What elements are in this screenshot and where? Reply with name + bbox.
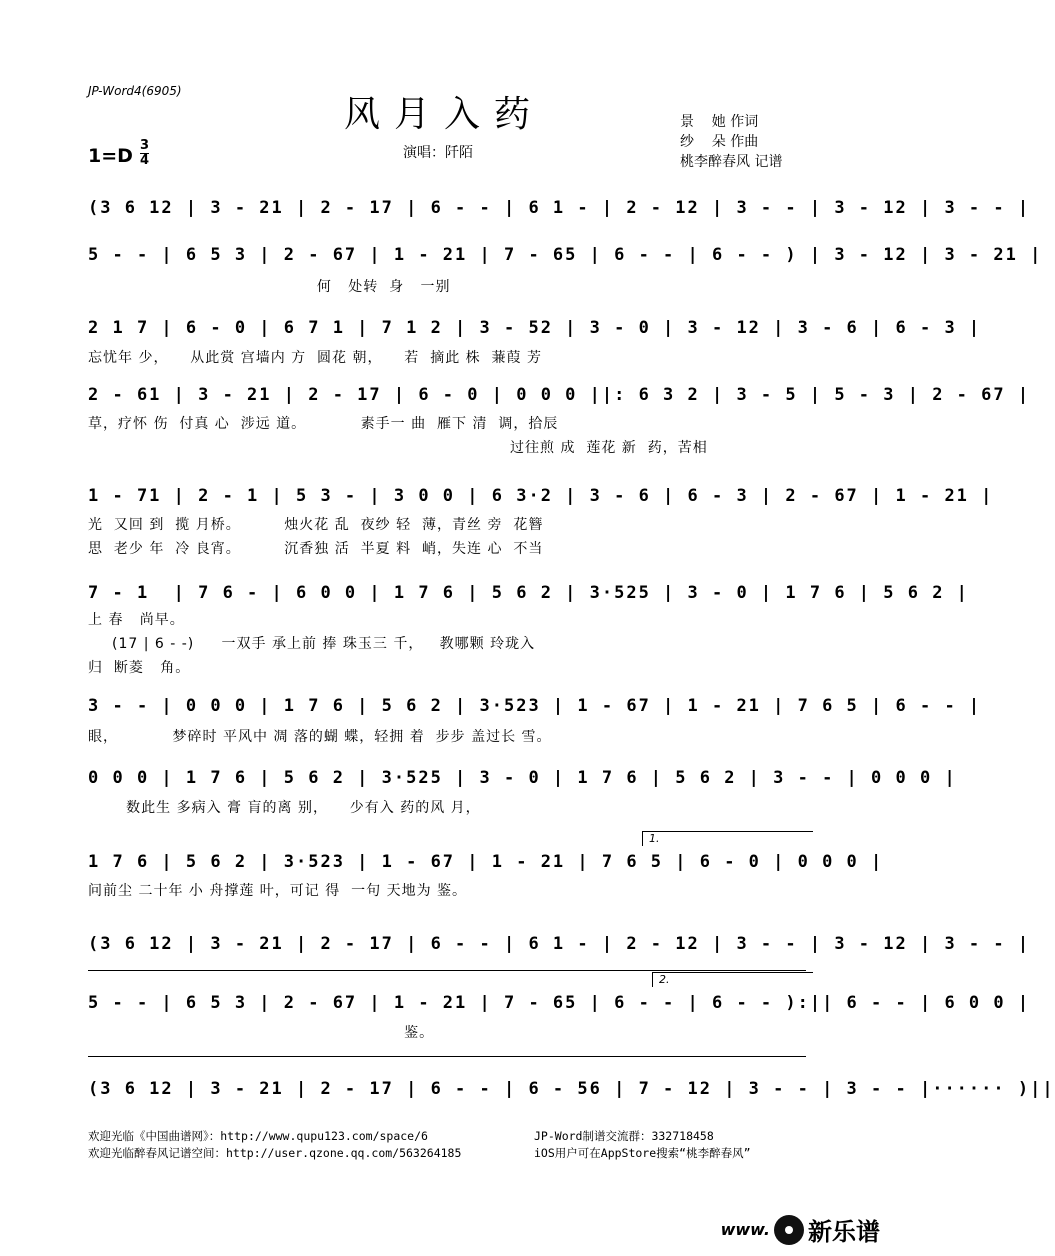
composer: 纱 朵 作曲: [680, 134, 759, 150]
score-row: 0 0 0 | 1 7 6 | 5 6 2 | 3·525 | 3 - 0 | 1 7 6 | 5 6 2 | 3 - - | 0 0 0 |: [88, 768, 957, 788]
lyric-line: 归 断菱 角。: [88, 660, 191, 676]
footer-link-line[interactable]: 欢迎光临醉春风记谱空间：http://user.qzone.qq.com/563264185: [88, 1146, 462, 1160]
score-row: 2 1 7 | 6 - 0 | 6 7 1 | 7 1 2 | 3 - 52 | 3 - 0 | 3 - 12 | 3 - 6 | 6 - 3 |: [88, 318, 982, 338]
lyric-line: 思 老少 年 冷 良宵。 沉香独 活 半夏 料 峭，失连 心 不当: [88, 541, 544, 557]
lyricist: 景 她 作词: [680, 114, 759, 130]
logo-brand: 新乐谱: [808, 1218, 880, 1246]
credits: [680, 112, 782, 172]
lyric-line: 上 春 尚早。: [88, 612, 185, 628]
score-row: (3 6 12 | 3 - 21 | 2 - 17 | 6 - - | 6 1 - | 2 - 12 | 3 - - | 3 - 12 | 3 - - |: [88, 198, 1031, 218]
lyric-line: 忘忧年 少， 从此赏 宫墙内 方 圆花 朝， 若 摘此 株 蒹葭 芳: [88, 350, 543, 366]
music-disc-icon: [774, 1215, 804, 1245]
footer-ios-line: iOS用户可在AppStore搜索“桃李醉春风”: [534, 1146, 751, 1160]
score-row: 7 - 1 | 7 6 - | 6 0 0 | 1 7 6 | 5 6 2 | 3·525 | 3 - 0 | 1 7 6 | 5 6 2 |: [88, 583, 969, 603]
song-title: 风月入药: [343, 94, 544, 135]
score-row: 1 7 6 | 5 6 2 | 3·523 | 1 - 67 | 1 - 21 | 7 6 5 | 6 - 0 | 0 0 0 |: [88, 852, 884, 872]
staff-divider: [88, 970, 806, 971]
lyric-line: 问前尘 二十年 小 舟撑莲 叶，可记 得 一句 天地为 鉴。: [88, 883, 468, 899]
score-row: 3 - - | 0 0 0 | 1 7 6 | 5 6 2 | 3·523 | 1 - 67 | 1 - 21 | 7 6 5 | 6 - - |: [88, 696, 982, 716]
footer-group-line: JP-Word制谱交流群：332718458: [534, 1129, 714, 1143]
score-row: 1 - 71 | 2 - 1 | 5 3 - | 3 0 0 | 6 3·2 | 3 - 6 | 6 - 3 | 2 - 67 | 1 - 21 |: [88, 486, 994, 506]
footer-left: [88, 1128, 461, 1162]
lyric-line: 何 处转 身 一别: [88, 279, 451, 295]
score-row: (3 6 12 | 3 - 21 | 2 - 17 | 6 - - | 6 - 56 | 7 - 12 | 3 - - | 3 - - |······ )||: [88, 1079, 1055, 1099]
lyric-line: 眼， 梦碎时 平风中 凋 落的蝴 蝶，轻拥 着 步步 盖过长 雪。: [88, 729, 552, 745]
score-row: 5 - - | 6 5 3 | 2 - 67 | 1 - 21 | 7 - 65 | 6 - - | 6 - - ) | 3 - 12 | 3 - 21 |: [88, 245, 1043, 265]
volta-first-ending: 1.: [642, 831, 813, 846]
score-row: (3 6 12 | 3 - 21 | 2 - 17 | 6 - - | 6 1 - | 2 - 12 | 3 - - | 3 - 12 | 3 - - |: [88, 934, 1031, 954]
staff-divider: [88, 1056, 806, 1057]
lyric-line: 过往煎 成 莲花 新 药，苦相: [510, 440, 708, 456]
meter-top: 3: [140, 138, 150, 153]
transcriber: 桃李醉春风 记谱: [680, 154, 783, 170]
meter-bottom: 4: [140, 153, 150, 168]
time-signature: [140, 139, 149, 168]
lyric-line: 光 又回 到 揽 月桥。 烛火花 乱 夜纱 轻 薄，青丝 旁 花簪: [88, 517, 544, 533]
site-logo[interactable]: [721, 1212, 880, 1247]
singer: 演唱：阡陌: [403, 145, 473, 161]
score-row: 5 - - | 6 5 3 | 2 - 67 | 1 - 21 | 7 - 65 | 6 - - | 6 - - ):|| 6 - - | 6 0 0 |: [88, 993, 1031, 1013]
lyric-line: (17 | 6 - -) 一双手 承上前 捧 珠玉三 千， 教哪颗 玲珑入: [112, 636, 536, 652]
lyric-line: 鉴。: [88, 1025, 435, 1041]
key-signature: 1=D: [88, 145, 133, 167]
lyric-line: 草，疗怀 伤 付真 心 涉远 道。 素手一 曲 雁下 清 调，拾辰: [88, 416, 559, 432]
volta-second-ending: 2.: [652, 972, 813, 987]
logo-url: www.: [720, 1220, 770, 1239]
lyric-line: 数此生 多病入 膏 肓的离 别， 少有入 药的风 月，: [88, 800, 481, 816]
score-row: 2 - 61 | 3 - 21 | 2 - 17 | 6 - 0 | 0 0 0 ||: 6 3 2 | 3 - 5 | 5 - 3 | 2 - 67 |: [88, 385, 1031, 405]
footer-right: [534, 1128, 751, 1162]
software-tag: JP-Word4(6905): [88, 84, 182, 98]
footer-link-line[interactable]: 欢迎光临《中国曲谱网》：http://www.qupu123.com/space/6: [88, 1129, 428, 1143]
